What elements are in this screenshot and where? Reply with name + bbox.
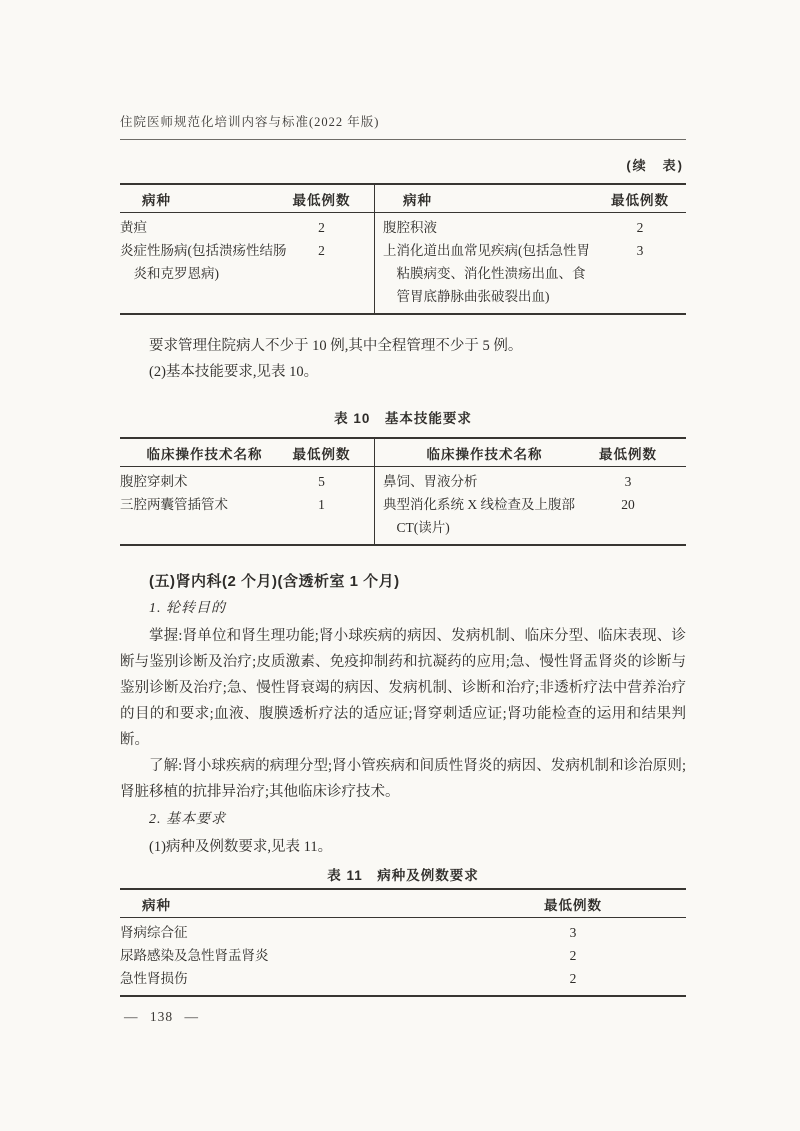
paragraph-grasp: 掌握:肾单位和肾生理功能;肾小球疾病的病因、发病机制、临床分型、临床表现、诊断与鉴别诊断及治疗;皮质激素、免疫抑制药和抗凝药的应用;急、慢性肾盂肾炎的诊断与鉴别诊断及治疗;急、慢性肾衰竭的病因、发病机制、诊断和治疗;非透析疗法中营养治疗的目的和要求;血液、腹膜透析疗法的适应证;肾穿刺适应证;肾功能检查的运用和结果判断。 (120, 628, 686, 748)
table-row (120, 493, 374, 516)
paragraph-basic-skills-ref: (2)基本技能要求,见表 10。 (149, 364, 319, 380)
skill-name: 三腔两囊管插管术 (120, 497, 228, 512)
disease-name: 黄疸 (120, 220, 147, 235)
table-row (120, 470, 374, 493)
table-body (375, 467, 686, 544)
column-header-disease: 病种 (403, 192, 432, 208)
column-header-skill: 临床操作技术名称 (146, 446, 263, 462)
table-row (375, 493, 686, 539)
table-header-row (120, 439, 374, 467)
table-row (120, 967, 686, 990)
column-header-min-cases: 最低例数 (611, 192, 669, 208)
min-cases-value: 2 (318, 220, 325, 235)
table-header-row (120, 185, 374, 213)
min-cases-value: 2 (569, 971, 577, 986)
skill-name: 腹腔穿刺术 (120, 474, 188, 489)
min-cases-value: 2 (636, 220, 644, 235)
min-cases-value: 3 (636, 243, 644, 258)
column-header-disease: 病种 (142, 897, 171, 913)
table-body (120, 213, 374, 290)
table-10 (120, 437, 686, 546)
table-11 (120, 888, 686, 997)
disease-name: 炎症性肠病(包括溃疡性结肠炎和克罗恩病) (120, 243, 287, 281)
paragraph-management-requirement: 要求管理住院病人不少于 10 例,其中全程管理不少于 5 例。 (149, 338, 523, 354)
section-heading-nephrology: (五)肾内科(2 个月)(含透析室 1 个月) (149, 573, 400, 590)
table-header-row (375, 439, 686, 467)
page-number: — 138 — (124, 1009, 199, 1024)
subsection-rotation-purpose: 1. 轮转目的 (149, 601, 226, 616)
table-row (375, 470, 686, 493)
table10-caption: 表 10 基本技能要求 (334, 411, 472, 426)
table-row (375, 216, 686, 239)
column-header-min-cases: 最低例数 (599, 446, 657, 462)
column-header-min-cases: 最低例数 (544, 897, 602, 913)
min-cases-value: 3 (624, 474, 632, 489)
disease-name: 急性肾损伤 (120, 971, 188, 986)
subsection-basic-requirements: 2. 基本要求 (149, 812, 226, 827)
skill-name: 鼻饲、胃液分析 (383, 474, 478, 489)
min-cases-value: 3 (569, 925, 577, 940)
disease-name: 腹腔积液 (383, 220, 437, 235)
min-cases-value: 2 (569, 948, 577, 963)
table-row (120, 216, 374, 239)
table-body (375, 213, 686, 313)
table-body (120, 918, 686, 995)
paragraph-know: 了解:肾小球疾病的病理分型;肾小管疾病和间质性肾炎的病因、发病机制和诊治原则;肾脏移植的抗排异治疗;其他临床诊疗技术。 (120, 758, 686, 800)
min-cases-value: 20 (621, 497, 635, 512)
table10-right-half (375, 439, 686, 544)
table-row (120, 944, 686, 967)
table-continuation-note: (续 表) (626, 158, 684, 173)
skill-name: 典型消化系统 X 线检查及上腹部 CT(读片) (383, 497, 575, 535)
table11-caption: 表 11 病种及例数要求 (327, 868, 479, 883)
min-cases-value: 2 (318, 243, 325, 258)
table-header-row (375, 185, 686, 213)
table-continued (120, 183, 686, 315)
table-continued-right-half (375, 185, 686, 313)
column-header-min-cases: 最低例数 (292, 446, 351, 462)
table-row (120, 239, 374, 285)
table-header-row (120, 890, 686, 918)
min-cases-value: 1 (318, 497, 325, 512)
disease-name: 上消化道出血常见疾病(包括急性胃粘膜病变、消化性溃疡出血、食管胃底静脉曲张破裂出血) (383, 243, 590, 304)
table-continued-left-half (120, 185, 375, 313)
column-header-disease: 病种 (142, 192, 171, 208)
table-row (375, 239, 686, 308)
min-cases-value: 5 (318, 474, 325, 489)
paragraph-case-requirement-ref: (1)病种及例数要求,见表 11。 (149, 839, 333, 855)
disease-name: 尿路感染及急性肾盂肾炎 (120, 948, 269, 963)
disease-name: 肾病综合征 (120, 925, 188, 940)
table-row (120, 921, 686, 944)
column-header-min-cases: 最低例数 (292, 192, 351, 208)
running-head: 住院医师规范化培训内容与标准(2022 年版) (120, 112, 686, 140)
column-header-skill: 临床操作技术名称 (426, 446, 543, 462)
table-body (120, 467, 374, 521)
table10-left-half (120, 439, 375, 544)
page-content (120, 112, 686, 1025)
